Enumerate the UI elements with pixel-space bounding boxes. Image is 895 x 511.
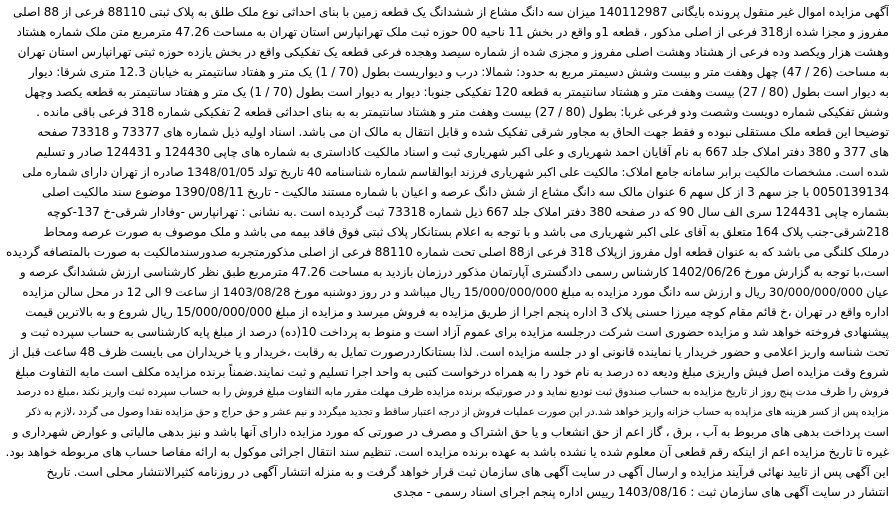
notice-line-5: به دیوار است بطول (80 / 27) بیست وهفت متر و هشتاد سانتیمتر به قطعه 120 تفکیکی جنوبا: دیوار به دیوار است بطول (70 / 1) یک متر و هفتاد سانتیمتر به قطعه یکصد وچهل [24,85,889,99]
notice-line-24: این آگهی پس از تایید نهائی فرآیند مزایده و ارسال آگهی در سایت آگهی های سازمان ثبت قرار خواهد گرفت و به منزله انتشار آگهی در روزنامه کثیرالانتشار محلی است. تاریخ [46,465,889,479]
notice-line-19: شروع وقت مزایده اصل فیش واریزی مبلغ ودیعه ده درصد به نام خود را به همراه درخواست کتبی به واحد اجرا تسلیم و ثبت نمایند.ضمناً برنده مزایده مکلف است مابه التفاوت مبلغ [15,365,889,379]
notice-line-25: انتشار در سایت آگهی های سازمان ثبت : 1403/08/16 رییس اداره پنجم اجرای اسناد رسمی - مجدی [393,485,889,499]
notice-line-20: فروش را ظرف مدت پنج روز از تاریخ مزایده به حساب صندوق ثبت تودیع نماید و در صورتیکه برنده مزایده ظرف مهلت مقرر مابه التفاوت مبلغ فروش را به حساب سپرده ثبت واریز نکند ،مبلغ ده درصد [16,385,889,398]
notice-line-10: 0050139134 با جز سهم 3 از کل سهم 6 عنوان مالک سه دانگ مشاع از شش دانگ عرصه و اعیان با شماره مستند مالکیت - تاریخ 1390/08/11 موضوع سند مالکیت اصلی [41,185,889,199]
notice-line-17: پیشنهادی فروخته خواهد شد و مزایده حضوری است شرکت درجلسه مزایده برای عموم آزاد است و منوط به پرداخت 10(ده) درصد از مبلغ پایه کارشناسی به حساب سپرده ثبت و [21,325,889,339]
notice-line-12: 218شرقی-جنب پلاک 164 متعلق به آقای علی اکبر شهریاری می باشد و با توجه به اعلام بستانکار پلاک ثبتی فوق فاقد بیمه می باشد و ملک موصوف به صورت عرصه ومحاط [43,225,889,239]
notice-line-23: غیره تا تاریخ مزایده اعم از اینکه رقم قطعی آن معلوم شده یا نشده باشد به عهده برنده مزایده است. تنظیم سند انتقال اجرائی موکول به ارائه مفاصا حساب های مربوطه خواهد بود. [6,445,889,459]
notice-line-1: آگهی مزایده اموال غیر منقول پرونده بایگانی 140112987 میزان سه دانگ مشاع از ششدانگ یک قطعه زمین با بنای احداثی نوع ملک طلق به پلاک ثبتی 88110 فرعی از 88 اصلی [12,5,889,19]
notice-line-16: اداره واقع در تهران ،خ قائم مقام کوچه میرزا حسنی پلاک 3 اداره پنجم اجرا از طریق مزایده به فروش میرسد و مزایده از مبلغ 15/000/000/000 ریال شروع و به بالاترین قیمت [25,305,889,319]
notice-line-14: است،با توجه به گزارش مورخ 1402/06/26 کارشناس رسمی دادگستری آپارتمان مذکور درزمان بازدید به مساحت 47.26 مترمربع طبق نظر کارشناسی ارزش ششدانگ عرصه و [19,265,889,279]
notice-line-2: مفروز و مجزا شده از318 فرعی از اصلی مذکور ، قطعه 1و واقع در بخش 11 ناحیه 00 حوزه ثبت ملک تهرانپارس استان تهران به مساحت 47.26 مترمربع متن ملک شماره هشتاد [16,25,889,39]
notice-line-18: تحت شناسه واریز اعلامی و حضور خریدار یا نماینده قانونی او در جلسه مزایده است. لذا بستانکاردرصورت تمایل به رقابت ،خریدار و یا خریداران می بایست ظرف 48 ساعت قبل از [9,345,889,359]
notice-line-22: است پرداخت بدهی های مربوط به آب ، برق ، گاز اعم از حق انشعاب و یا حق اشتراک و مصرف در صورتی که مورد مزایده دارای آنها باشد و نیز بدهی مالیاتی و عوارض شهرداری و [12,425,889,439]
notice-line-8: های 377 و 380 دفتر املاک جلد 667 به نام آقایان احمد شهریاری و علی اکبر شهریاری ثبت و اسناد مالکیت کاداستری به شماره های چاپی 124430 و 124431 صادر و تسلیم [35,145,889,159]
notice-line-15: عیان 30/000/000/000 ریال و ارزش سه دانگ مورد مزایده به مبلغ 15/000/000/000 ریال میباشد و در روز دوشنبه مورخ 1403/08/28 از ساعت 9 الی 12 در محل سالن مزایده [22,285,889,299]
notice-line-13: درملک کلنگی می باشد که به عنوان قطعه اول مفروز ازپلاک 318 فرعی از88 اصلی تحت شماره 88110 فرعی از اصلی مذکورمتجربه صدورسندمالکیت به صورت بالمتصافه گردیده [6,245,889,259]
notice-line-9: شده است. مشخصات مالکیت برابر سامانه جامع املاک: مالکیت علی اکبر شهریاری فرزند ابوالقاسم شماره شناسنامه 40 تاریخ تولد 1348/01/05 صادره از تهران دارای شماره ملی [22,165,889,179]
notice-line-21: مزایده پس از کسر هزینه های مزایده به حساب خزانه واریز خواهد شد.در این صورت عملیات فروش از درجه اعتبار ساقط و تجدید میگردد و نیم عشر و حق حراج و حق مزایده نقدا وصول می گردد ،لازم به ذکر [25,406,889,418]
notice-line-6: وشش تفکیکی شماره دویست وشصت ودو فرعی غربا: بطول (80 / 27) بیست وهفت متر و هشتاد سانتیمتر به به بنای احداثی قطعه 2 تفکیکی شماره 318 فرعی باقی مانده . [36,105,889,119]
notice-line-4: به مساحت (26 / 47) چهل وهفت متر و بیست وشش دسیمتر مربع به حدود: شمالا: درب و دیواریست بطول (70 / 1) یک متر و هفتاد سانتیمتر به خیابان 12.3 متری شرقا: دیوار [28,65,889,79]
notice-line-3: وهشت هزار ویکصد وده فرعی از هشتاد وهشت اصلی مفروز و مجزی شده از شماره سیصد وهجده فرعی قطعه یک تفکیکی واقع در بخش یازده حوزه ثبتی تهرانپارس استان تهران [17,45,889,59]
notice-line-11: بشماره چاپی 124431 سری الف سال 90 که در صفحه 380 دفتر املاک جلد 667 ذیل شماره 73318 ثبت گردیده است .به نشانی : تهرانپارس -وفادار شرقی-خ 137-کوچه [46,205,889,219]
notice-line-7: توضیحا این قطعه ملک مستقلی نبوده و فقط جهت الحاق به مجاور شرقی تفکیک شده و قابل انتقال به مالک ان می باشد. اسناد اولیه ذیل شماره های 73377 و 73318 صفحه [37,125,889,139]
